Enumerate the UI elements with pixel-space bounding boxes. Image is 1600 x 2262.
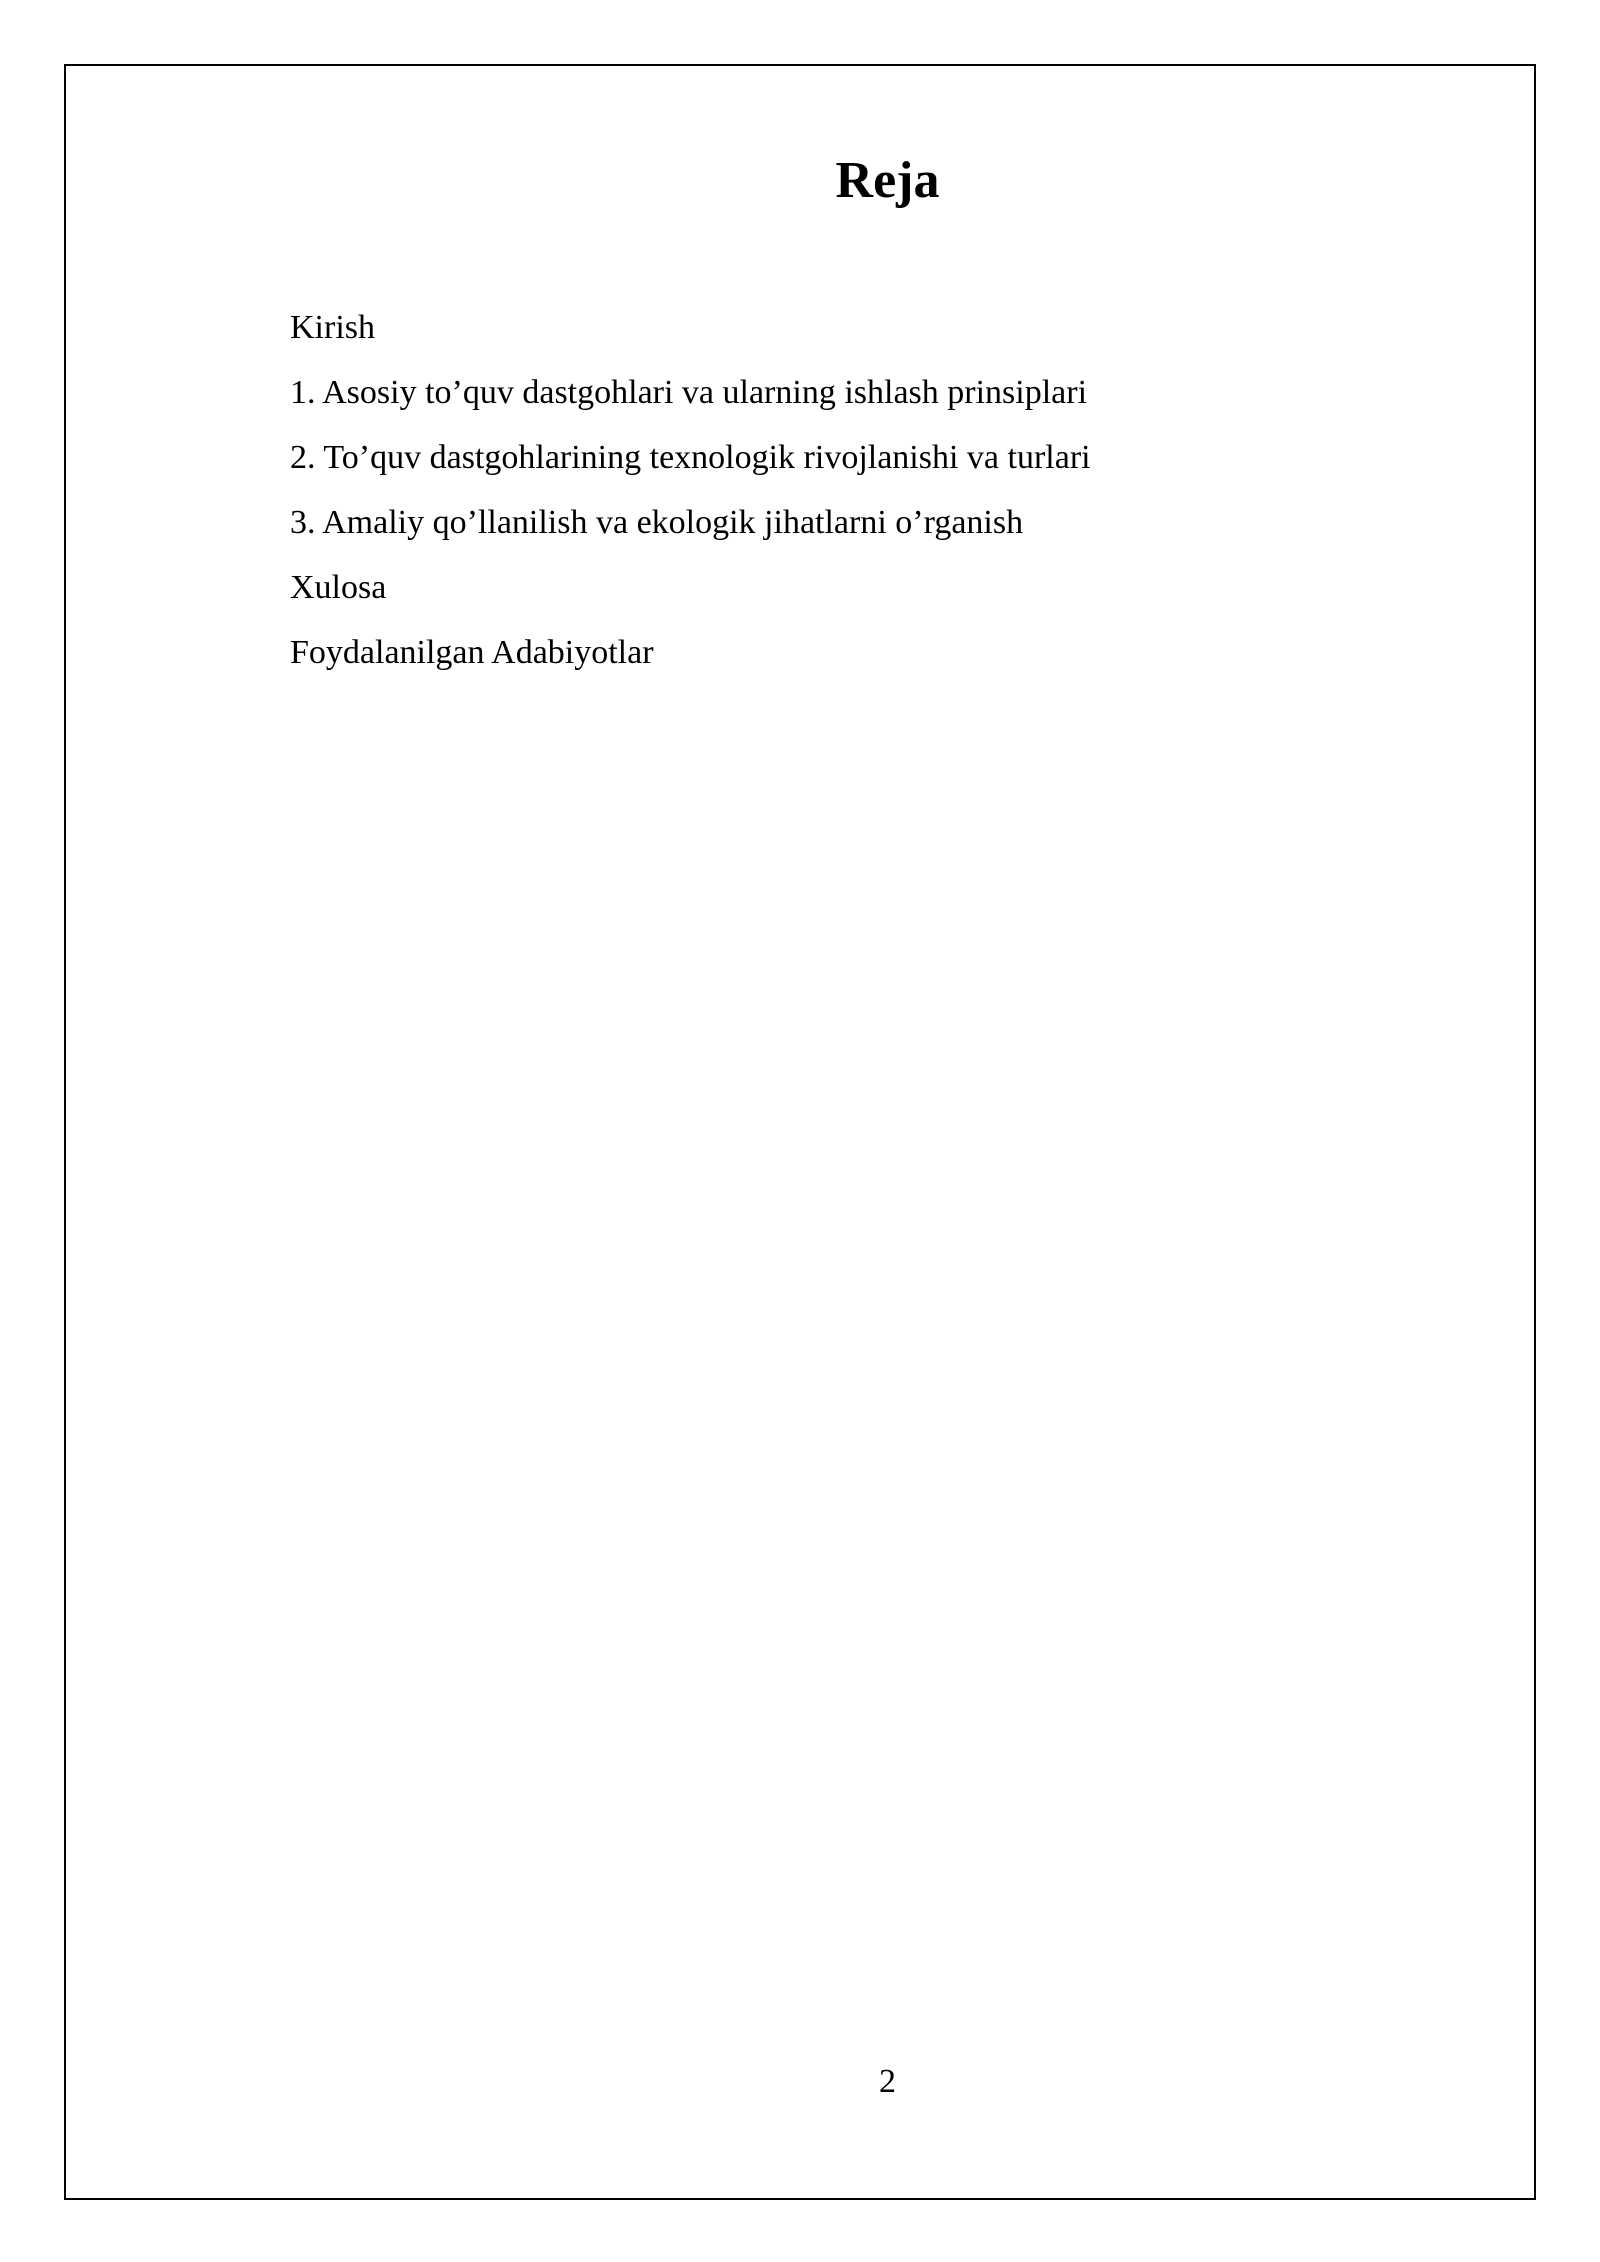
toc-item-section-2: 2. To’quv dastgohlarining texnologik rivojlanishi va turlari — [290, 439, 1091, 476]
page-title: Reja — [835, 152, 940, 209]
page-number: 2 — [879, 2063, 896, 2100]
table-of-contents — [290, 295, 1091, 685]
toc-item-conclusion: Xulosa — [290, 569, 387, 606]
toc-item-section-1: 1. Asosiy to’quv dastgohlari va ularning ishlash prinsiplari — [290, 374, 1088, 411]
toc-item-references: Foydalanilgan Adabiyotlar — [290, 634, 654, 671]
toc-item-section-3: 3. Amaliy qo’llanilish va ekologik jihatlarni o’rganish — [290, 504, 1024, 541]
toc-item-introduction: Kirish — [290, 309, 375, 346]
